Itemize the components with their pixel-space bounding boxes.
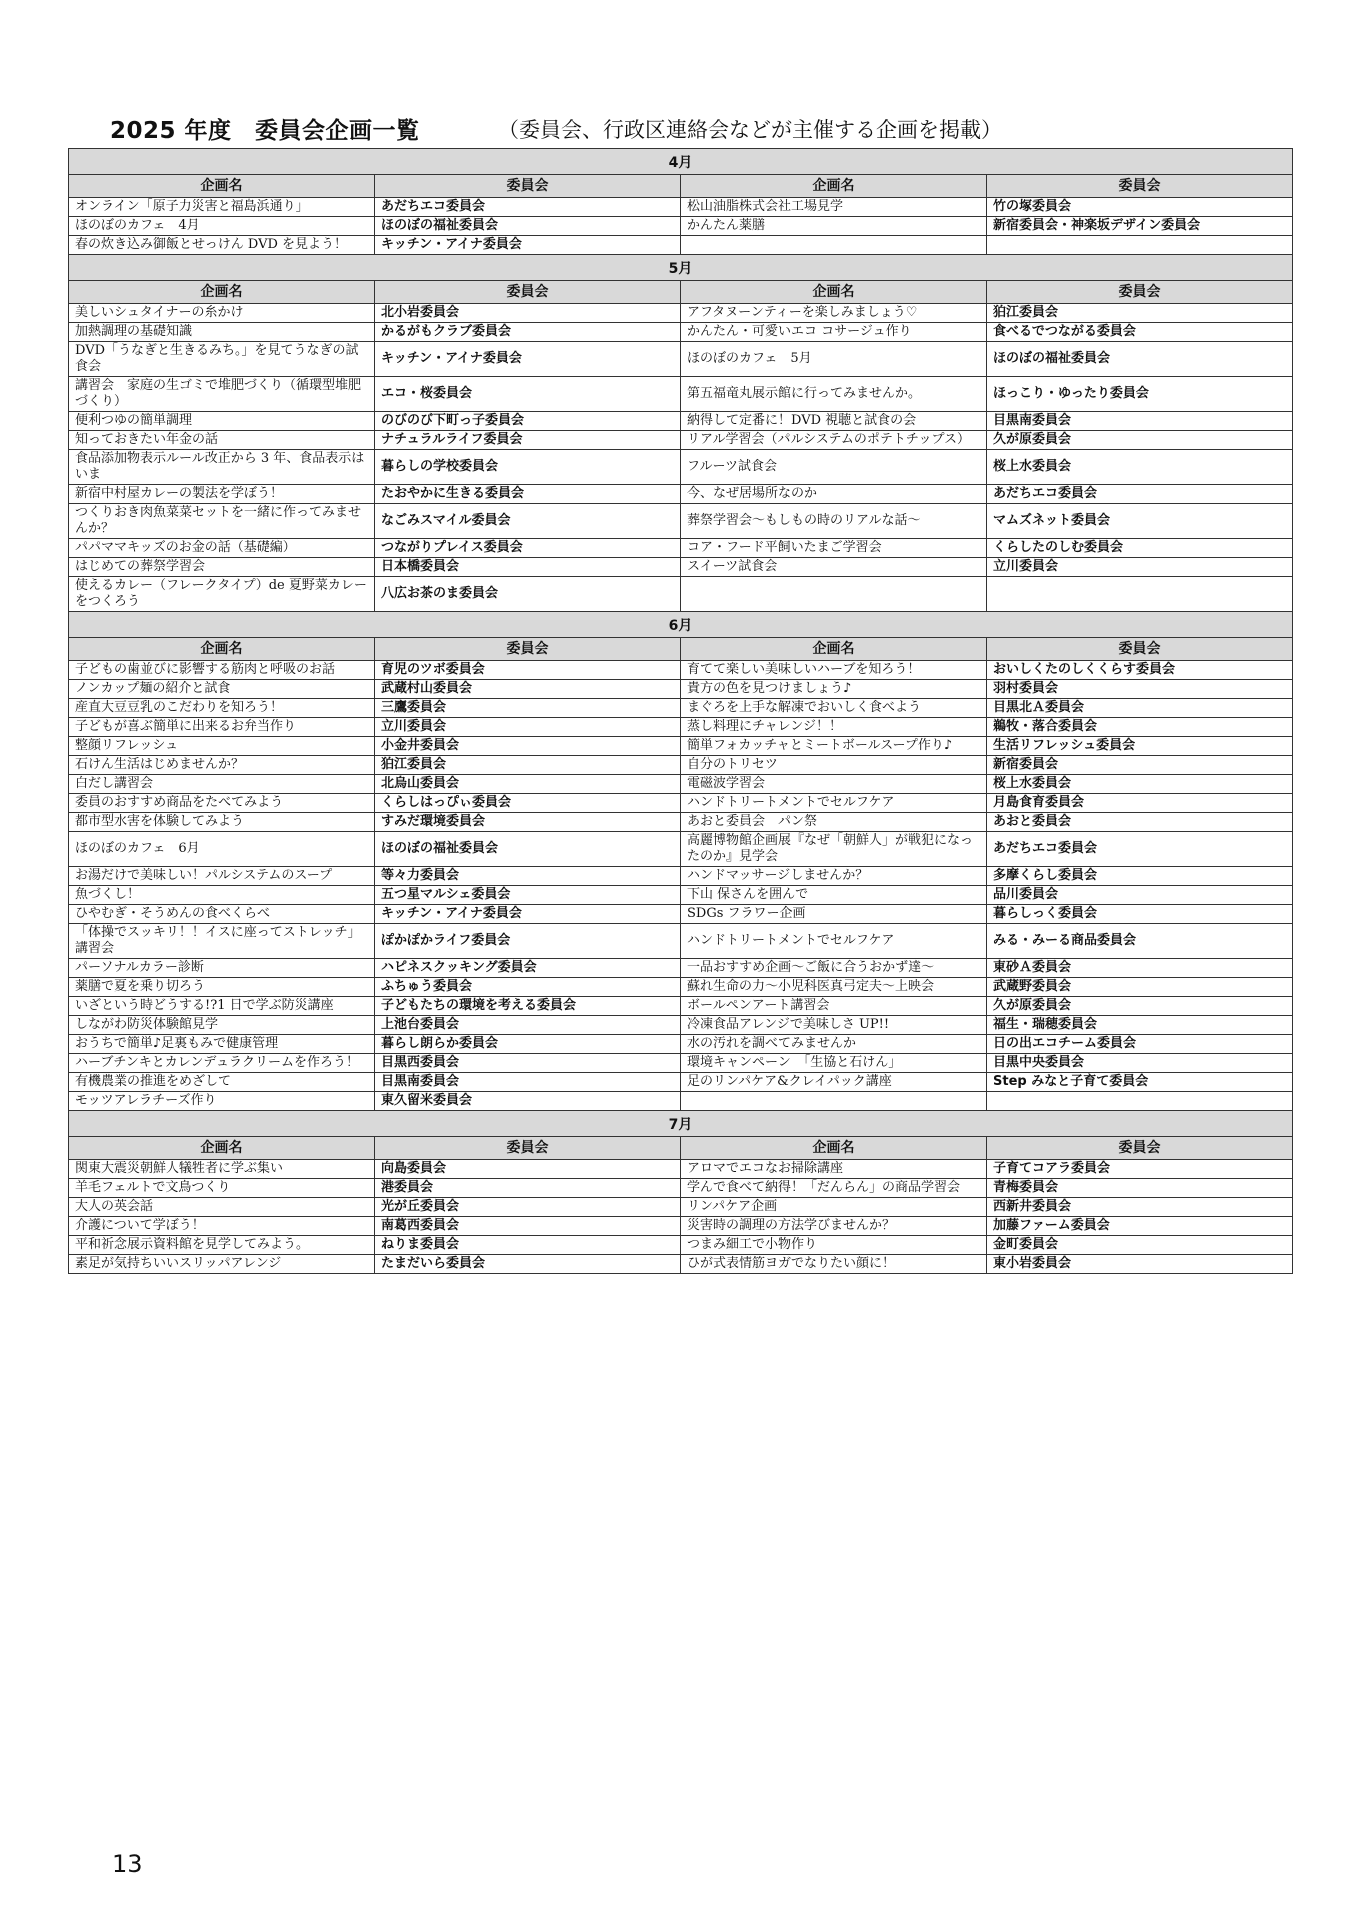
table-row bbox=[69, 504, 1293, 539]
table-row bbox=[69, 236, 1293, 255]
committee-name-cell: 光が丘委員会 bbox=[375, 1198, 681, 1217]
event-name-cell bbox=[681, 236, 987, 255]
committee-name-cell: 小金井委員会 bbox=[375, 737, 681, 756]
event-name-cell: 足のリンパケア&クレイパック講座 bbox=[681, 1073, 987, 1092]
event-name-cell: 便利つゆの簡単調理 bbox=[69, 412, 375, 431]
event-name-cell: 納得して定番に！DVD 視聴と試食の会 bbox=[681, 412, 987, 431]
column-header-event: 企画名 bbox=[681, 175, 987, 198]
committee-name-cell: 等々力委員会 bbox=[375, 867, 681, 886]
committee-name-cell: くらしはっぴぃ委員会 bbox=[375, 794, 681, 813]
table-row bbox=[69, 558, 1293, 577]
committee-name-cell: 多摩くらし委員会 bbox=[987, 867, 1293, 886]
committee-name-cell: 暮らしの学校委員会 bbox=[375, 450, 681, 485]
event-name-cell: まぐろを上手な解凍でおいしく食べよう bbox=[681, 699, 987, 718]
event-name-cell: 水の汚れを調べてみませんか bbox=[681, 1035, 987, 1054]
event-name-cell: はじめての葬祭学習会 bbox=[69, 558, 375, 577]
event-name-cell: 介護について学ぼう！ bbox=[69, 1217, 375, 1236]
table-row bbox=[69, 1198, 1293, 1217]
committee-name-cell: 食べるでつながる委員会 bbox=[987, 323, 1293, 342]
event-name-cell: 電磁波学習会 bbox=[681, 775, 987, 794]
committee-name-cell: 日の出エコチーム委員会 bbox=[987, 1035, 1293, 1054]
event-name-cell: かんたん薬膳 bbox=[681, 217, 987, 236]
event-name-cell: 新宿中村屋カレーの製法を学ぼう！ bbox=[69, 485, 375, 504]
event-name-cell: 美しいシュタイナーの糸かけ bbox=[69, 304, 375, 323]
committee-name-cell: のびのび下町っ子委員会 bbox=[375, 412, 681, 431]
table-row bbox=[69, 450, 1293, 485]
event-name-cell: リアル学習会（パルシステムのポテトチップス） bbox=[681, 431, 987, 450]
committee-name-cell: 日本橋委員会 bbox=[375, 558, 681, 577]
committee-name-cell: 羽村委員会 bbox=[987, 680, 1293, 699]
committee-name-cell: 東小岩委員会 bbox=[987, 1255, 1293, 1274]
committee-name-cell: 上池台委員会 bbox=[375, 1016, 681, 1035]
event-name-cell: 整顔リフレッシュ bbox=[69, 737, 375, 756]
committee-name-cell: キッチン・アイナ委員会 bbox=[375, 236, 681, 255]
month-header: 5月 bbox=[69, 255, 1293, 281]
event-name-cell: 下山 保さんを囲んで bbox=[681, 886, 987, 905]
committee-name-cell: 北小岩委員会 bbox=[375, 304, 681, 323]
event-name-cell: いざという時どうする!?1 日で学ぶ防災講座 bbox=[69, 997, 375, 1016]
committee-name-cell: 加藤ファーム委員会 bbox=[987, 1217, 1293, 1236]
committee-name-cell: 福生・瑞穂委員会 bbox=[987, 1016, 1293, 1035]
committee-name-cell: キッチン・アイナ委員会 bbox=[375, 905, 681, 924]
event-name-cell bbox=[681, 1092, 987, 1111]
committee-name-cell: ねりま委員会 bbox=[375, 1236, 681, 1255]
event-name-cell: 加熱調理の基礎知識 bbox=[69, 323, 375, 342]
event-name-cell: 都市型水害を体験してみよう bbox=[69, 813, 375, 832]
event-name-cell: ボールペンアート講習会 bbox=[681, 997, 987, 1016]
column-header-event: 企画名 bbox=[681, 281, 987, 304]
table-row bbox=[69, 959, 1293, 978]
table-row bbox=[69, 1217, 1293, 1236]
committee-name-cell: 目黒西委員会 bbox=[375, 1054, 681, 1073]
committee-name-cell: なごみスマイル委員会 bbox=[375, 504, 681, 539]
event-name-cell: ハンドマッサージしませんか？ bbox=[681, 867, 987, 886]
event-name-cell: 高麗博物館企画展『なぜ「朝鮮人」が戦犯になったのか』見学会 bbox=[681, 832, 987, 867]
event-name-cell bbox=[681, 577, 987, 612]
event-name-cell: 冷凍食品アレンジで美味しさ UP!! bbox=[681, 1016, 987, 1035]
event-name-cell: コア・フード平飼いたまご学習会 bbox=[681, 539, 987, 558]
event-name-cell: モッツアレラチーズ作り bbox=[69, 1092, 375, 1111]
committee-name-cell: 暮らしっく委員会 bbox=[987, 905, 1293, 924]
table-row bbox=[69, 1035, 1293, 1054]
table-row bbox=[69, 1054, 1293, 1073]
table-row bbox=[69, 832, 1293, 867]
committee-name-cell: 新宿委員会・神楽坂デザイン委員会 bbox=[987, 217, 1293, 236]
committee-name-cell: 北烏山委員会 bbox=[375, 775, 681, 794]
column-header-committee: 委員会 bbox=[375, 175, 681, 198]
column-header-event: 企画名 bbox=[69, 175, 375, 198]
page-subtitle: （委員会、行政区連絡会などが主催する企画を掲載） bbox=[498, 118, 1002, 142]
table-row bbox=[69, 342, 1293, 377]
event-name-cell: 一品おすすめ企画～ご飯に合うおかず達～ bbox=[681, 959, 987, 978]
table-row bbox=[69, 699, 1293, 718]
event-name-cell: ひが式表情筋ヨガでなりたい顔に！ bbox=[681, 1255, 987, 1274]
committee-name-cell: 南葛西委員会 bbox=[375, 1217, 681, 1236]
page-header bbox=[110, 112, 1290, 152]
table-row bbox=[69, 377, 1293, 412]
event-name-cell: 春の炊き込み御飯とせっけん DVD を見よう！ bbox=[69, 236, 375, 255]
event-name-cell: 素足が気持ちいいスリッパアレンジ bbox=[69, 1255, 375, 1274]
committee-name-cell: 金町委員会 bbox=[987, 1236, 1293, 1255]
event-name-cell: パパママキッズのお金の話（基礎編） bbox=[69, 539, 375, 558]
event-name-cell: 講習会 家庭の生ゴミで堆肥づくり（循環型堆肥づくり） bbox=[69, 377, 375, 412]
committee-name-cell: つながりプレイス委員会 bbox=[375, 539, 681, 558]
committee-name-cell: 狛江委員会 bbox=[987, 304, 1293, 323]
event-name-cell: おうちで簡単♪足裏もみで健康管理 bbox=[69, 1035, 375, 1054]
event-name-cell: フルーツ試食会 bbox=[681, 450, 987, 485]
event-name-cell: 平和祈念展示資料館を見学してみよう。 bbox=[69, 1236, 375, 1255]
committee-name-cell: 三鷹委員会 bbox=[375, 699, 681, 718]
committee-name-cell: 狛江委員会 bbox=[375, 756, 681, 775]
committee-name-cell: 向島委員会 bbox=[375, 1160, 681, 1179]
column-header-committee: 委員会 bbox=[987, 175, 1293, 198]
table-row bbox=[69, 997, 1293, 1016]
committee-name-cell: 竹の塚委員会 bbox=[987, 198, 1293, 217]
committee-name-cell: ハピネスクッキング委員会 bbox=[375, 959, 681, 978]
event-name-cell: 石けん生活はじめませんか？ bbox=[69, 756, 375, 775]
event-name-cell: 葬祭学習会～もしもの時のリアルな話～ bbox=[681, 504, 987, 539]
event-name-cell: 育てて楽しい美味しいハーブを知ろう！ bbox=[681, 661, 987, 680]
committee-name-cell: 生活リフレッシュ委員会 bbox=[987, 737, 1293, 756]
event-name-cell: 貴方の色を見つけましょう♪ bbox=[681, 680, 987, 699]
committee-name-cell: Step みなと子育て委員会 bbox=[987, 1073, 1293, 1092]
committee-name-cell: ぽかぽかライフ委員会 bbox=[375, 924, 681, 959]
committee-name-cell: エコ・桜委員会 bbox=[375, 377, 681, 412]
committee-name-cell: あだちエコ委員会 bbox=[987, 485, 1293, 504]
committee-name-cell: 品川委員会 bbox=[987, 886, 1293, 905]
event-name-cell: 蒸し料理にチャレンジ！！ bbox=[681, 718, 987, 737]
event-name-cell: 薬膳で夏を乗り切ろう bbox=[69, 978, 375, 997]
table-row bbox=[69, 886, 1293, 905]
committee-name-cell: あだちエコ委員会 bbox=[987, 832, 1293, 867]
table-row bbox=[69, 1236, 1293, 1255]
event-name-cell: 子どもが喜ぶ簡単に出来るお弁当作り bbox=[69, 718, 375, 737]
event-name-cell: 蘇れ生命の力～小児科医真弓定夫～上映会 bbox=[681, 978, 987, 997]
table-row bbox=[69, 1255, 1293, 1274]
committee-name-cell: ほのぼの福祉委員会 bbox=[987, 342, 1293, 377]
column-header-event: 企画名 bbox=[69, 281, 375, 304]
table-row bbox=[69, 775, 1293, 794]
committee-name-cell: 子どもたちの環境を考える委員会 bbox=[375, 997, 681, 1016]
table-row bbox=[69, 485, 1293, 504]
table-row bbox=[69, 905, 1293, 924]
committee-name-cell: みる・みーる商品委員会 bbox=[987, 924, 1293, 959]
committee-name-cell: あおと委員会 bbox=[987, 813, 1293, 832]
committee-name-cell: 新宿委員会 bbox=[987, 756, 1293, 775]
table-row bbox=[69, 304, 1293, 323]
event-name-cell: つくりおき肉魚菜菜セットを一緒に作ってみませんか？ bbox=[69, 504, 375, 539]
table-row bbox=[69, 1016, 1293, 1035]
table-row bbox=[69, 867, 1293, 886]
event-name-cell: 環境キャンペーン 「生協と石けん」 bbox=[681, 1054, 987, 1073]
table-row bbox=[69, 794, 1293, 813]
event-name-cell: 関東大震災朝鮮人犠牲者に学ぶ集い bbox=[69, 1160, 375, 1179]
event-name-cell: お湯だけで美味しい！パルシステムのスープ bbox=[69, 867, 375, 886]
column-header-event: 企画名 bbox=[681, 638, 987, 661]
committee-name-cell: ほのぼの福祉委員会 bbox=[375, 217, 681, 236]
committee-name-cell bbox=[987, 577, 1293, 612]
event-name-cell: しながわ防災体験館見学 bbox=[69, 1016, 375, 1035]
event-name-cell: 有機農業の推進をめざして bbox=[69, 1073, 375, 1092]
event-name-cell: スイーツ試食会 bbox=[681, 558, 987, 577]
committee-name-cell: マムズネット委員会 bbox=[987, 504, 1293, 539]
committee-name-cell: 久が原委員会 bbox=[987, 997, 1293, 1016]
page-number: 13 bbox=[112, 1850, 143, 1878]
event-name-cell: オンライン「原子力災害と福島浜通り」 bbox=[69, 198, 375, 217]
committee-name-cell: 西新井委員会 bbox=[987, 1198, 1293, 1217]
event-name-cell: アロマでエコなお掃除講座 bbox=[681, 1160, 987, 1179]
event-name-cell: パーソナルカラー診断 bbox=[69, 959, 375, 978]
committee-name-cell: 目黒中央委員会 bbox=[987, 1054, 1293, 1073]
month-header: 6月 bbox=[69, 612, 1293, 638]
event-name-cell: 災害時の調理の方法学びませんか？ bbox=[681, 1217, 987, 1236]
event-name-cell: 食品添加物表示ルール改正から 3 年、食品表示はいま bbox=[69, 450, 375, 485]
committee-name-cell: 鵜牧・落合委員会 bbox=[987, 718, 1293, 737]
table-row bbox=[69, 577, 1293, 612]
committee-name-cell: 目黒南委員会 bbox=[375, 1073, 681, 1092]
event-name-cell: つまみ細工で小物作り bbox=[681, 1236, 987, 1255]
committee-name-cell: 東砂Ａ委員会 bbox=[987, 959, 1293, 978]
committee-name-cell: 目黒北Ａ委員会 bbox=[987, 699, 1293, 718]
event-name-cell: アフタヌーンティーを楽しみましょう♡ bbox=[681, 304, 987, 323]
event-name-cell: 羊毛フェルトで文鳥つくり bbox=[69, 1179, 375, 1198]
table-row bbox=[69, 718, 1293, 737]
event-name-cell: リンパケア企画 bbox=[681, 1198, 987, 1217]
column-header-event: 企画名 bbox=[69, 638, 375, 661]
event-name-cell: ひやむぎ・そうめんの食べくらべ bbox=[69, 905, 375, 924]
table-row bbox=[69, 539, 1293, 558]
committee-name-cell: 港委員会 bbox=[375, 1179, 681, 1198]
committee-name-cell: 五つ星マルシェ委員会 bbox=[375, 886, 681, 905]
committee-name-cell: 東久留米委員会 bbox=[375, 1092, 681, 1111]
event-name-cell: 大人の英会話 bbox=[69, 1198, 375, 1217]
committee-name-cell: 青梅委員会 bbox=[987, 1179, 1293, 1198]
column-header-committee: 委員会 bbox=[987, 1137, 1293, 1160]
table-row bbox=[69, 924, 1293, 959]
event-name-cell: 使えるカレー（フレークタイプ）de 夏野菜カレーをつくろう bbox=[69, 577, 375, 612]
committee-name-cell: 久が原委員会 bbox=[987, 431, 1293, 450]
committee-name-cell: かるがもクラブ委員会 bbox=[375, 323, 681, 342]
event-name-cell: 魚づくし！ bbox=[69, 886, 375, 905]
table-row bbox=[69, 1092, 1293, 1111]
table-row bbox=[69, 431, 1293, 450]
event-name-cell: 第五福竜丸展示館に行ってみませんか。 bbox=[681, 377, 987, 412]
column-header-committee: 委員会 bbox=[375, 1137, 681, 1160]
table-row bbox=[69, 737, 1293, 756]
column-header-event: 企画名 bbox=[69, 1137, 375, 1160]
table-row bbox=[69, 978, 1293, 997]
committee-name-cell: あだちエコ委員会 bbox=[375, 198, 681, 217]
event-name-cell: 松山油脂株式会社工場見学 bbox=[681, 198, 987, 217]
event-name-cell: ほのぼのカフェ 6月 bbox=[69, 832, 375, 867]
column-header-committee: 委員会 bbox=[987, 281, 1293, 304]
table-row bbox=[69, 661, 1293, 680]
event-name-cell: あおと委員会 パン祭 bbox=[681, 813, 987, 832]
event-name-cell: ハンドトリートメントでセルフケア bbox=[681, 794, 987, 813]
column-header-committee: 委員会 bbox=[987, 638, 1293, 661]
committee-name-cell: 八広お茶のま委員会 bbox=[375, 577, 681, 612]
table-row bbox=[69, 217, 1293, 236]
column-header-committee: 委員会 bbox=[375, 638, 681, 661]
committee-name-cell: ほっこり・ゆったり委員会 bbox=[987, 377, 1293, 412]
event-name-cell: 知っておきたい年金の話 bbox=[69, 431, 375, 450]
table-row bbox=[69, 412, 1293, 431]
event-name-cell: 「体操でスッキリ！！イスに座ってストレッチ」講習会 bbox=[69, 924, 375, 959]
table-row bbox=[69, 1179, 1293, 1198]
event-name-cell: ほのぼのカフェ 4月 bbox=[69, 217, 375, 236]
committee-name-cell: すみだ環境委員会 bbox=[375, 813, 681, 832]
table-row bbox=[69, 813, 1293, 832]
committee-name-cell: 目黒南委員会 bbox=[987, 412, 1293, 431]
committee-name-cell: 暮らし朗らか委員会 bbox=[375, 1035, 681, 1054]
event-name-cell: 子どもの歯並びに影響する筋肉と呼吸のお話 bbox=[69, 661, 375, 680]
committee-name-cell: 子育てコアラ委員会 bbox=[987, 1160, 1293, 1179]
table-row bbox=[69, 756, 1293, 775]
table-row bbox=[69, 323, 1293, 342]
committee-name-cell: たおやかに生きる委員会 bbox=[375, 485, 681, 504]
table-row bbox=[69, 198, 1293, 217]
table-row bbox=[69, 1160, 1293, 1179]
column-header-event: 企画名 bbox=[681, 1137, 987, 1160]
committee-name-cell: 桜上水委員会 bbox=[987, 450, 1293, 485]
committee-name-cell: 武蔵野委員会 bbox=[987, 978, 1293, 997]
committee-events-table bbox=[68, 148, 1293, 1274]
event-name-cell: 産直大豆豆乳のこだわりを知ろう！ bbox=[69, 699, 375, 718]
event-name-cell: ハーブチンキとカレンデュラクリームを作ろう！ bbox=[69, 1054, 375, 1073]
committee-name-cell: 月島食育委員会 bbox=[987, 794, 1293, 813]
committee-name-cell: 立川委員会 bbox=[987, 558, 1293, 577]
committee-name-cell: ナチュラルライフ委員会 bbox=[375, 431, 681, 450]
event-name-cell: 委員のおすすめ商品をたべてみよう bbox=[69, 794, 375, 813]
event-name-cell: ほのぼのカフェ 5月 bbox=[681, 342, 987, 377]
column-header-committee: 委員会 bbox=[375, 281, 681, 304]
committee-name-cell: 桜上水委員会 bbox=[987, 775, 1293, 794]
committee-name-cell: 立川委員会 bbox=[375, 718, 681, 737]
event-name-cell: 今、なぜ居場所なのか bbox=[681, 485, 987, 504]
event-name-cell: かんたん・可愛いエコ コサージュ作り bbox=[681, 323, 987, 342]
event-name-cell: 簡単フォカッチャとミートボールスープ作り♪ bbox=[681, 737, 987, 756]
committee-name-cell: おいしくたのしくくらす委員会 bbox=[987, 661, 1293, 680]
event-name-cell: SDGs フラワー企画 bbox=[681, 905, 987, 924]
committee-name-cell: ふちゅう委員会 bbox=[375, 978, 681, 997]
event-name-cell: ハンドトリートメントでセルフケア bbox=[681, 924, 987, 959]
table-row bbox=[69, 680, 1293, 699]
committee-name-cell: 武蔵村山委員会 bbox=[375, 680, 681, 699]
event-name-cell: 自分のトリセツ bbox=[681, 756, 987, 775]
month-header: 7月 bbox=[69, 1111, 1293, 1137]
event-name-cell: DVD「うなぎと生きるみち。」を見てうなぎの試食会 bbox=[69, 342, 375, 377]
committee-name-cell: キッチン・アイナ委員会 bbox=[375, 342, 681, 377]
page-title: 2025 年度 委員会企画一覧 bbox=[110, 118, 420, 144]
event-name-cell: ノンカップ麺の紹介と試食 bbox=[69, 680, 375, 699]
committee-name-cell bbox=[987, 236, 1293, 255]
committee-name-cell: ほのぼの福祉委員会 bbox=[375, 832, 681, 867]
committee-name-cell: 育児のツボ委員会 bbox=[375, 661, 681, 680]
committee-name-cell: くらしたのしむ委員会 bbox=[987, 539, 1293, 558]
committee-name-cell bbox=[987, 1092, 1293, 1111]
event-name-cell: 白だし講習会 bbox=[69, 775, 375, 794]
month-header: 4月 bbox=[69, 149, 1293, 175]
event-name-cell: 学んで食べて納得！「だんらん」の商品学習会 bbox=[681, 1179, 987, 1198]
table-row bbox=[69, 1073, 1293, 1092]
committee-name-cell: たまだいら委員会 bbox=[375, 1255, 681, 1274]
